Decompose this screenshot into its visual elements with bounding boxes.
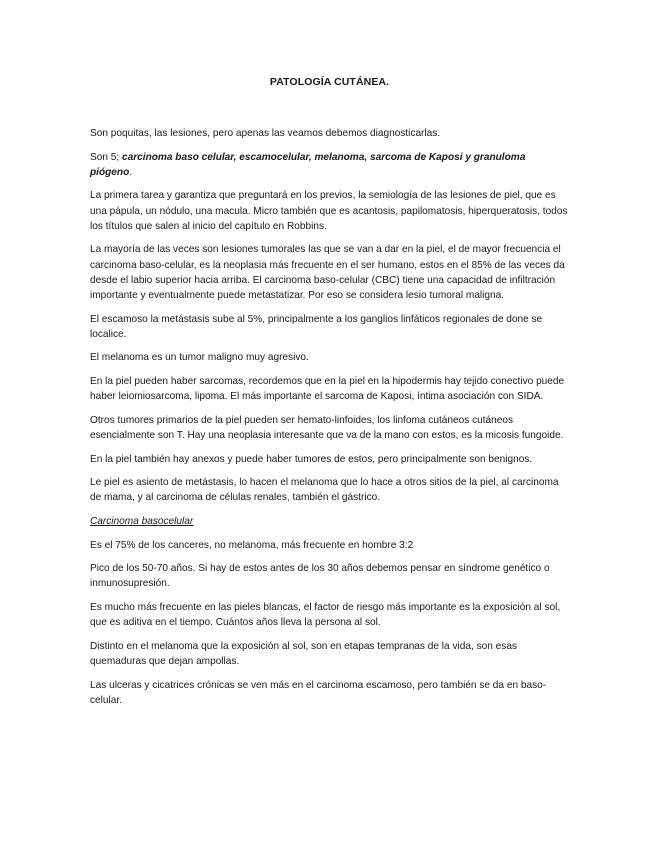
paragraph: Es el 75% de los canceres, no melanoma, más frecuente en hombre 3:2 — [90, 539, 414, 551]
paragraph: Le piel es asiento de metástasis, lo hacen el melanoma que lo hace a otros sitios de la piel, al carcinoma de mama, y al carcinoma de células renales, también el gástrico. — [90, 477, 559, 504]
paragraph: En la piel pueden haber sarcomas, recordemos que en la piel en la hipodermis hay tejido conectivo puede haber leiomiosarcoma, lipoma. El más importante el sarcoma de Kaposi, íntima asociación con SIDA. — [90, 375, 565, 403]
paragraph: Otros tumores primarios de la piel pueden ser hemato-linfoides, los linfoma cutáneos cutáneos esencialmente son T. Hay una neoplasia interesante que va de la mano con estos, es la micosis fungoide. — [90, 414, 564, 441]
lesion-list-emphasis: carcinoma baso celular, escamocelular, melanoma, sarcoma de Kaposi y granuloma piógeno — [90, 151, 526, 178]
paragraph: El melanoma es un tumor maligno muy agresivo. — [90, 352, 309, 364]
paragraph: En la piel también hay anexos y puede haber tumores de estos, pero principalmente son benignos. — [90, 453, 533, 465]
paragraph: Pico de los 50-70 años. Si hay de estos antes de los 30 años debemos pensar en síndrome genético o inmunosupresión. — [90, 563, 550, 590]
paragraph: La mayoría de las veces son lesiones tumorales las que se van a dar en la piel, el de mayor frecuencia el carcinoma baso-celular, es la neoplasia más frecuente en el ser humano, estos en el 85% de las veces da desde el labio superior hacia arriba. El carcinoma baso-celular (CBC) tiene una capacidad de infiltración importante y eventualmente puede metastatizar. Por eso se considera lesio tumoral maligna. — [90, 244, 565, 301]
paragraph: Es mucho más frecuente en las pieles blancas, el factor de riesgo más importante es la exposición al sol, que es aditiva en el tiempo. Cuántos años lleva la persona al sol. — [90, 601, 561, 629]
lesion-period: . — [129, 166, 133, 178]
page-title: PATOLOGÍA CUTÁNEA. — [269, 76, 390, 88]
paragraph: El escamoso la metástasis sube al 5%, principalmente a los ganglios linfáticos regionales de done se localice. — [90, 313, 543, 340]
paragraph: Distinto en el melanoma que la exposición al sol, son en etapas tempranas de la vida, son esas quemaduras que dejan ampollas. — [90, 640, 517, 667]
lesion-intro-text: Son 5; — [90, 151, 122, 163]
paragraph: Son poquitas, las lesiones, pero apenas las veamos debemos diagnosticarlas. — [90, 128, 441, 139]
section-heading: Carcinoma basocelular — [90, 515, 194, 527]
paragraph: Las ulceras y cicatrices crónicas se ven más en el carcinoma escamoso, pero también se da en baso-celular. — [90, 679, 547, 706]
paragraph: La primera tarea y garantiza que preguntará en los previos, la semiología de las lesiones de piel, que es una pápula, un nódulo, una macula. Micro también que es acantosis, papilomatosis, hiperqueratosis, todos los títulos que salen al inicio del capítulo en Robbins. — [90, 190, 568, 232]
paragraph-lesion-types — [90, 150, 569, 180]
